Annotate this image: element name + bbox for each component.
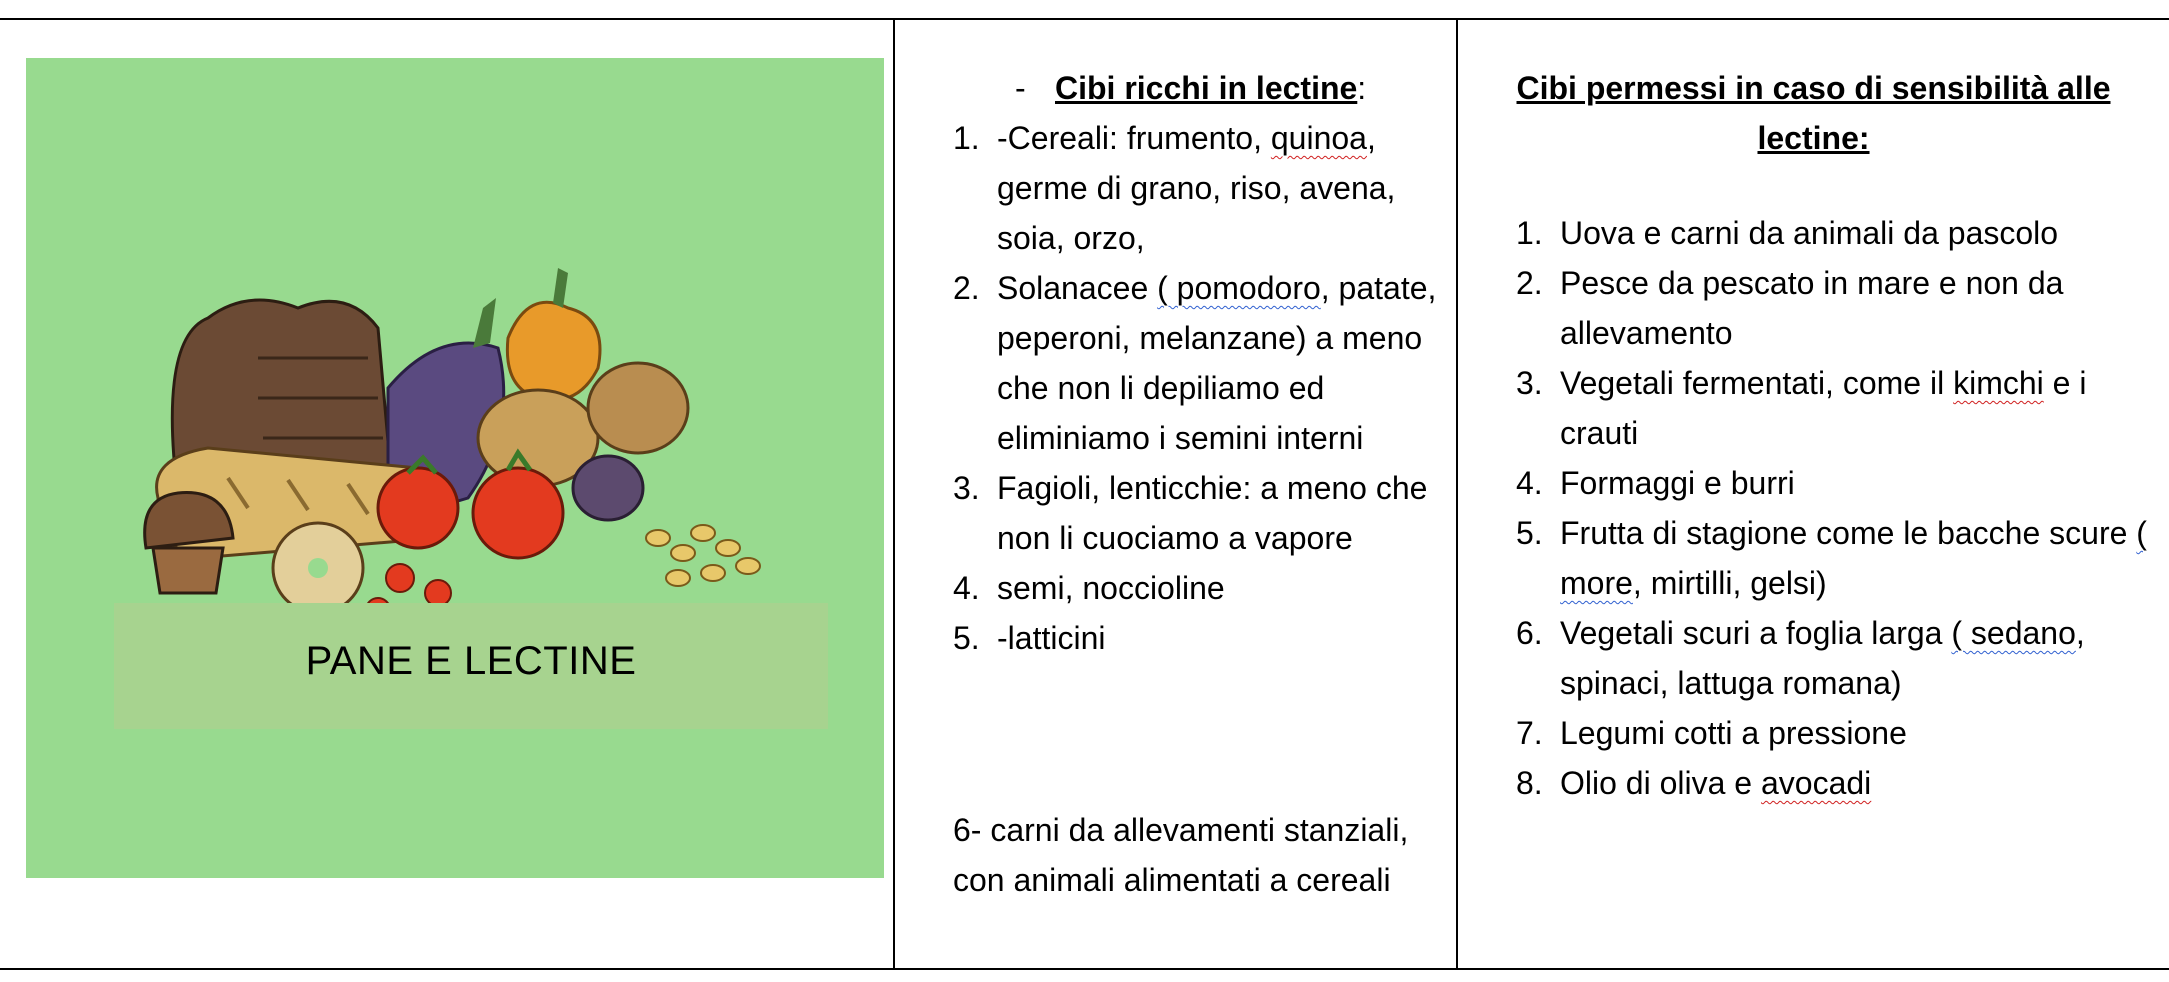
poster-image [26, 58, 884, 878]
list-item: 5. Frutta di stagione come le bacche scure ( more, mirtilli, gelsi) [1516, 515, 2147, 601]
list-item: 2. Solanacee ( pomodoro, patate, peperoni, melanzane) a meno che non li depiliamo ed eliminiamo i semini interni [953, 270, 1437, 456]
list-item: 1. -Cereali: frumento, quinoa, germe di grano, riso, avena, soia, orzo, [953, 120, 1396, 256]
poster-title: PANE E LECTINE [305, 639, 637, 683]
pepper-icon [507, 302, 600, 400]
rich-foods-extra: 6- carni da allevamenti stanziali, con animali alimentati a cereali [953, 812, 1409, 898]
spellcheck-word: avocadi [1760, 765, 1872, 801]
list-item: 8. Olio di oliva e avocadi [1516, 765, 1872, 801]
list-item: 3. Fagioli, lenticchie: a meno che non li cuociamo a vapore [953, 470, 1428, 556]
spellcheck-word: quinoa [1270, 120, 1367, 156]
rich-foods-heading: - Cibi ricchi in lectine: [1015, 70, 1367, 106]
grammar-check-word: ( more [1560, 515, 2147, 601]
list-item: 2. Pesce da pescato in mare e non da allevamento [1516, 265, 2064, 351]
list-item: 4. semi, noccioline [953, 570, 1225, 606]
list-item: 3. Vegetali fermentati, come il kimchi e i crauti [1516, 365, 2087, 451]
beans-icon [646, 525, 760, 586]
allowed-foods-heading: Cibi permessi in caso di sensibilità alle lectine: [1516, 70, 2111, 156]
food-illustration [138, 248, 798, 623]
allowed-foods-list [1516, 208, 2166, 808]
allowed-foods-cell [1458, 20, 2169, 968]
list-item: 1. Uova e carni da animali da pascolo [1516, 215, 2059, 251]
grammar-check-word: ( pomodoro [1157, 270, 1321, 306]
list-item: 5. -latticini [953, 620, 1106, 656]
tomato-icon [378, 468, 458, 548]
list-item: 7. Legumi cotti a pressione [1516, 715, 1907, 751]
spellcheck-word: kimchi [1953, 365, 2044, 401]
rich-foods-list [953, 113, 1453, 663]
rich-foods-cell [895, 20, 1456, 968]
grammar-check-word: ( sedano [1951, 615, 2076, 651]
poster-title-box [114, 603, 828, 729]
list-item: 4. Formaggi e burri [1516, 465, 1795, 501]
poster-cell [0, 20, 893, 968]
document-table [0, 18, 2169, 970]
list-item: 6. Vegetali scuri a foglia larga ( sedano, spinaci, lattuga romana) [1516, 615, 2085, 701]
